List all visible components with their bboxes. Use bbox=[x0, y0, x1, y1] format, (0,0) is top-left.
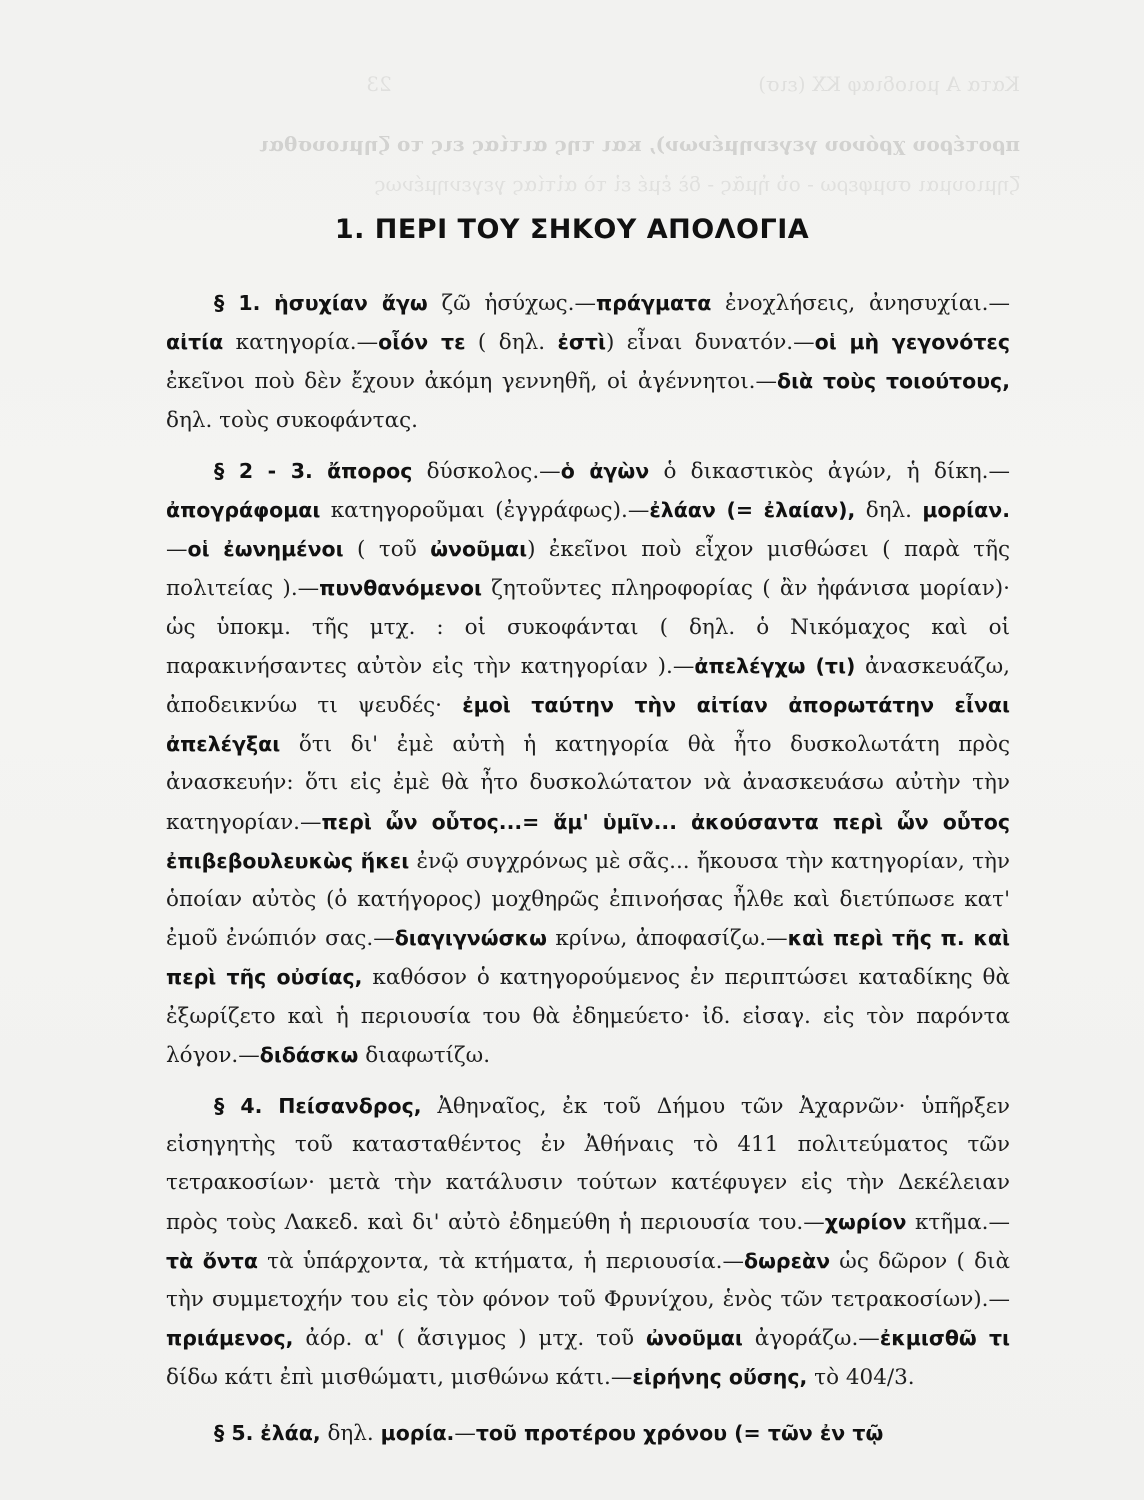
headword: ὠνοῦμαι bbox=[430, 537, 528, 562]
headword: ἐλάαν (= ἐλαίαν), bbox=[649, 498, 856, 523]
gloss-text: καθόσον ὁ κατηγορούμενος ἐν περιπτώσει καταδίκης θὰ ἐξωρίζετο καὶ ἡ περιουσία του θὰ ἐδημεύετο· ἰδ. εἰσαγ. εἰς τὸν παρόντα λόγον.— bbox=[166, 965, 1011, 1068]
headword: οἱ ἐωνημένοι bbox=[187, 537, 344, 562]
headword: ἡσυχίαν ἄγω bbox=[274, 291, 428, 315]
gloss-text: ἐνῷ συγχρόνως μὲ σᾶς... ἤκουσα τὴν κατηγορίαν, τὴν ὁποίαν αὐτὸς (ὁ κατήγορος) μοχθηρῶς ἐπινοήσας ἦλθε καὶ διετύπωσε κατ' ἐμοῦ ἐνώπιόν σας.— bbox=[166, 848, 1010, 952]
headword: εἰρήνης οὔσης, bbox=[632, 1365, 808, 1390]
gloss-text bbox=[260, 291, 274, 316]
headword: περὶ ὧν οὗτος...= ἅμ' ὑμῖν... ἀκούσαντα περὶ ὧν οὗτος ἐπιβεβουλευκὼς ἥκει bbox=[166, 809, 1010, 873]
gloss-text: δηλ. τοὺς συκοφάντας. bbox=[166, 407, 418, 433]
gloss-text: τὸ 404/3. bbox=[807, 1365, 915, 1391]
gloss-text: — bbox=[454, 1420, 476, 1446]
gloss-text: ( δηλ. bbox=[465, 330, 558, 356]
gloss-text: δίδω κάτι ἐπὶ μισθώματι, μισθώνω κάτι.— bbox=[166, 1365, 633, 1391]
gloss-text: ζῶ ἡσύχως.— bbox=[427, 291, 597, 316]
gloss-text: ἐνοχλήσεις, ἀνησυχίαι.— bbox=[711, 291, 1010, 316]
section-number: § 2 - 3. bbox=[214, 458, 313, 483]
gloss-text: ζητοῦντες πληροφορίας ( ἂν ἠφάνισα μορίαν)· ὡς ὑποκμ. τῆς μτχ. : οἱ συκοφάνται ( δηλ. ὁ Νικόμαχος καὶ οἱ παρακινήσαντες αὐτὸν εἰς τὴν κατηγορίαν ).— bbox=[166, 576, 1010, 679]
headword: οἷόν τε bbox=[378, 330, 466, 355]
headword: δωρεὰν bbox=[744, 1248, 831, 1273]
gloss-text bbox=[313, 459, 327, 484]
gloss-text: δηλ. bbox=[320, 1420, 381, 1446]
headword: τὰ ὄντα bbox=[166, 1248, 258, 1273]
headword: τοῦ προτέρου χρόνου (= τῶν ἐν τῷ bbox=[475, 1420, 884, 1445]
headword: πυνθανόμενοι bbox=[319, 576, 482, 601]
gloss-text: δηλ. bbox=[855, 498, 923, 524]
headword: ἐκμισθῶ τι bbox=[879, 1326, 1011, 1351]
commentary-paragraph-s2 bbox=[166, 452, 1010, 1075]
headword: αἰτία bbox=[166, 330, 224, 355]
gloss-text: ) ἐκεῖνοι ποὺ εἶχον μισθώσει ( παρὰ τῆς πολιτείας ).— bbox=[166, 537, 1010, 602]
commentary-body bbox=[166, 284, 1010, 1467]
show-through-header-text: Κατα Α μοιοδιαφ ΚΧ (εισ) bbox=[758, 72, 1020, 96]
gloss-text: ( τοῦ bbox=[343, 537, 431, 563]
section-number: § 4. bbox=[214, 1094, 263, 1119]
section-number: § 5. bbox=[214, 1420, 254, 1445]
gloss-text: κατηγορία.— bbox=[223, 330, 379, 356]
headword: ἀπογράφομαι bbox=[166, 498, 321, 523]
headword: χωρίον bbox=[824, 1209, 907, 1234]
headword: διὰ τοὺς τοιούτους, bbox=[776, 369, 1010, 394]
gloss-text bbox=[262, 1094, 278, 1119]
headword: μορία. bbox=[380, 1420, 455, 1445]
headword: πράγματα bbox=[596, 291, 712, 315]
headword: διαγιγνώσκω bbox=[394, 926, 547, 951]
gloss-text: ὡς δῶρον ( διὰ τὴν συμμετοχήν του εἰς τὸν φόνον τοῦ Φρυνίχου, ἑνὸς τῶν τετρακοσίων).— bbox=[166, 1248, 1010, 1313]
headword: ἐστὶ bbox=[557, 330, 606, 355]
gloss-text: ἀόρ. α' ( ἄσιγμος ) μτχ. τοῦ bbox=[293, 1326, 647, 1352]
gloss-text: κρίνω, ἀποφασίζω.— bbox=[546, 926, 788, 952]
gloss-text: κτῆμα.— bbox=[906, 1209, 1010, 1235]
section-number: § 1. bbox=[214, 291, 261, 315]
headword: καὶ περὶ τῆς π. καὶ περὶ τῆς οὐσίας, bbox=[166, 926, 1010, 990]
commentary-paragraph-s4 bbox=[166, 1087, 1010, 1398]
commentary-paragraph-s5 bbox=[166, 1414, 1010, 1453]
headword: ἐμοὶ ταύτην τὴν αἰτίαν ἀπορωτάτην εἶναι ἀπελέγξαι bbox=[166, 693, 1010, 757]
gloss-text: ὁ δικαστικὸς ἀγών, ἡ δίκη.— bbox=[649, 458, 1010, 484]
headword: ὁ ἀγὼν bbox=[560, 458, 650, 483]
gloss-text: δύσκολος.— bbox=[412, 458, 561, 484]
gloss-text: ) εἶναι δυνατόν.— bbox=[605, 330, 815, 356]
headword: ἐλάα, bbox=[260, 1420, 321, 1445]
headword: μορίαν. bbox=[922, 498, 1010, 523]
gloss-text: ἀγοράζω.— bbox=[742, 1326, 880, 1352]
gloss-text: διαφωτίζω. bbox=[358, 1042, 491, 1068]
headword: πριάμενος, bbox=[166, 1326, 294, 1351]
headword: ἄπορος bbox=[327, 458, 413, 483]
gloss-text: κατηγοροῦμαι (ἐγγράφως).— bbox=[320, 498, 650, 524]
headword: Πείσανδρος, bbox=[278, 1094, 422, 1119]
headword: ὠνοῦμαι bbox=[646, 1326, 743, 1351]
show-through-header bbox=[160, 64, 1020, 104]
chapter-title: 1. ΠΕΡΙ ΤΟΥ ΣΗΚΟΥ ΑΠΟΛΟΓΙΑ bbox=[334, 214, 810, 245]
show-through-line-text: προτέρου χρόνου γεγενημένων), και της αιτίας εις το ζημιουσθαι bbox=[258, 132, 1020, 156]
show-through-line-text: ζημιουμαι συμφερω - οὐ ἡμᾶς - δὲ ἐμέ εἰ τὸ αἰτίας γεγενημένως bbox=[374, 172, 1020, 196]
commentary-paragraph-s1 bbox=[166, 284, 1010, 440]
headword: ἀπελέγχω (τι) bbox=[694, 653, 856, 678]
headword: διδάσκω bbox=[259, 1042, 359, 1067]
show-through-line bbox=[160, 124, 1020, 164]
gloss-text: ὅτι δι' ἐμὲ αὐτὴ ἡ κατηγορία θὰ ἦτο δυσκολωτάτη πρὸς ἀνασκευήν: ὅτι εἰς ἐμὲ θὰ ἦτο δυσκολώτατον νὰ ἀνασκευάσω αὐτὴν τὴν κατηγορίαν.— bbox=[166, 732, 1010, 835]
gloss-text: Ἀθηναῖος, ἐκ τοῦ Δήμου τῶν Ἀχαρνῶν· ὑπῆρξεν εἰσηγητὴς τοῦ κατασταθέντος ἐν Ἀθήναις τὸ 411 πολιτεύματος τῶν τετρακοσίων· μετὰ τὴν κατάλυσιν τούτων κατέφυγεν εἰς τὴν Δεκέλειαν πρὸς τοὺς Λακεδ. καὶ δι' αὐτὸ ἐδημεύθη ἡ περιουσία του.— bbox=[166, 1094, 1010, 1235]
show-through-page-number: 23 bbox=[366, 72, 392, 96]
headword: οἱ μὴ γεγονότες bbox=[814, 330, 1010, 355]
gloss-text: τὰ ὑπάρχοντα, τὰ κτήματα, ἡ περιουσία.— bbox=[257, 1248, 744, 1274]
show-through-line bbox=[160, 164, 1020, 204]
gloss-text: ἐκεῖνοι ποὺ δὲν ἔχουν ἀκόμη γεννηθῆ, οἱ ἀγέννητοι.— bbox=[166, 369, 777, 395]
gloss-text: ἀνασκευάζω, ἀποδεικνύω τι ψευδές· bbox=[166, 653, 1010, 719]
gloss-text: — bbox=[166, 537, 188, 563]
